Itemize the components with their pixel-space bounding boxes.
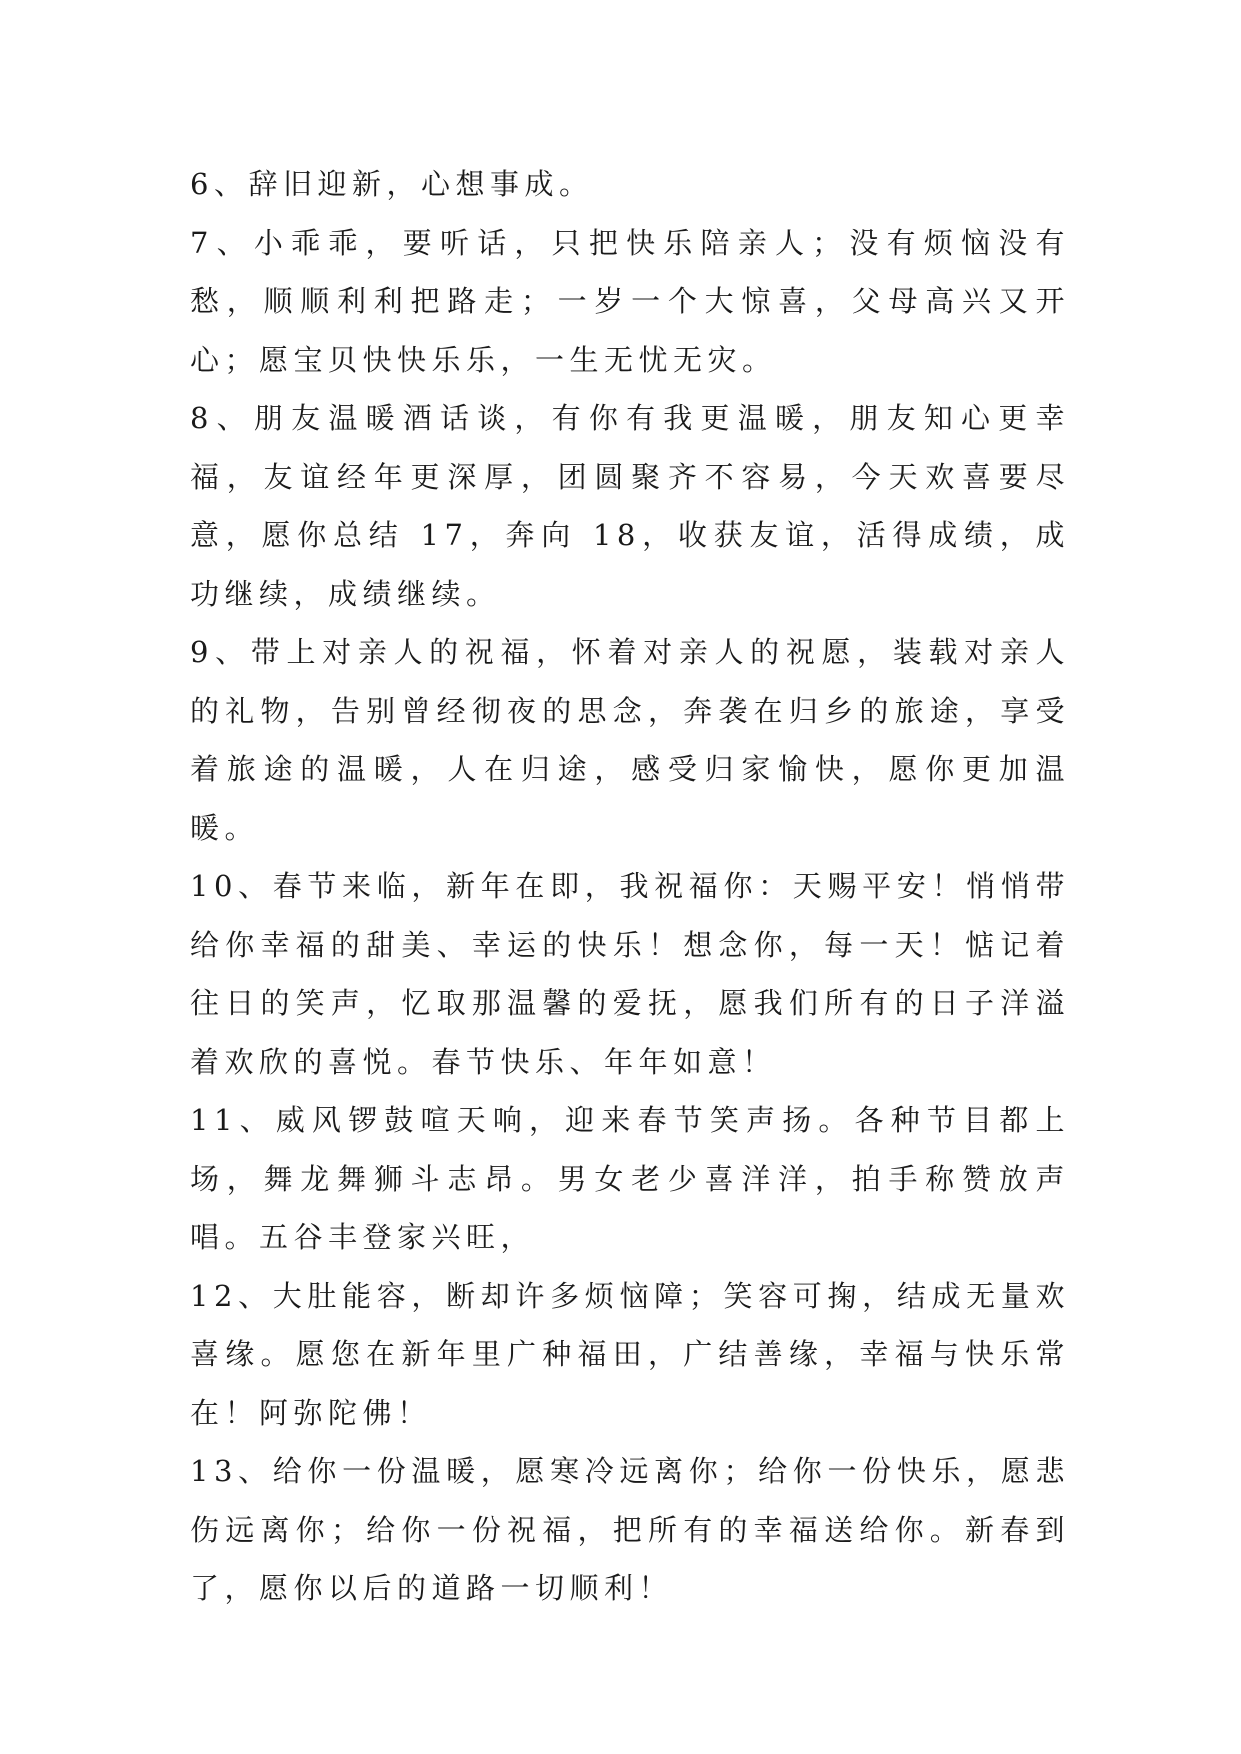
paragraph-6: 6、辞旧迎新，心想事成。 — [190, 167, 594, 201]
paragraph-8: 8、朋友温暖酒话谈，有你有我更温暖，朋友知心更幸福，友谊经年更深厚，团圆聚齐不容易，今天欢喜要尽意，愿你总结 17，奔向 18，收获友谊，活得成绩，成功继续，成绩继续。 — [190, 401, 1070, 611]
document-body — [190, 155, 1070, 1618]
paragraph-13: 13、给你一份温暖，愿寒冷远离你；给你一份快乐，愿悲伤远离你；给你一份祝福，把所有的幸福送给你。新春到了，愿你以后的道路一切顺利！ — [190, 1454, 1070, 1605]
paragraph-10: 10、春节来临，新年在即，我祝福你：天赐平安！悄悄带给你幸福的甜美、幸运的快乐！想念你，每一天！惦记着往日的笑声，忆取那温馨的爱抚，愿我们所有的日子洋溢着欢欣的喜悦。春节快乐、年年如意！ — [190, 869, 1070, 1079]
paragraph-9: 9、带上对亲人的祝福，怀着对亲人的祝愿，装载对亲人的礼物，告别曾经彻夜的思念，奔袭在归乡的旅途，享受着旅途的温暖，人在归途，感受归家愉快，愿你更加温暖。 — [190, 635, 1070, 845]
paragraph-7: 7、小乖乖，要听话，只把快乐陪亲人；没有烦恼没有愁，顺顺利利把路走；一岁一个大惊喜，父母高兴又开心；愿宝贝快快乐乐，一生无忧无灾。 — [190, 225, 1070, 377]
paragraph-11: 11、威风锣鼓喧天响，迎来春节笑声扬。各种节目都上场，舞龙舞狮斗志昂。男女老少喜洋洋，拍手称赞放声唱。五谷丰登家兴旺， — [190, 1103, 1070, 1254]
paragraph-12: 12、大肚能容，断却许多烦恼障；笑容可掬，结成无量欢喜缘。愿您在新年里广种福田，广结善缘，幸福与快乐常在！阿弥陀佛！ — [190, 1278, 1070, 1430]
